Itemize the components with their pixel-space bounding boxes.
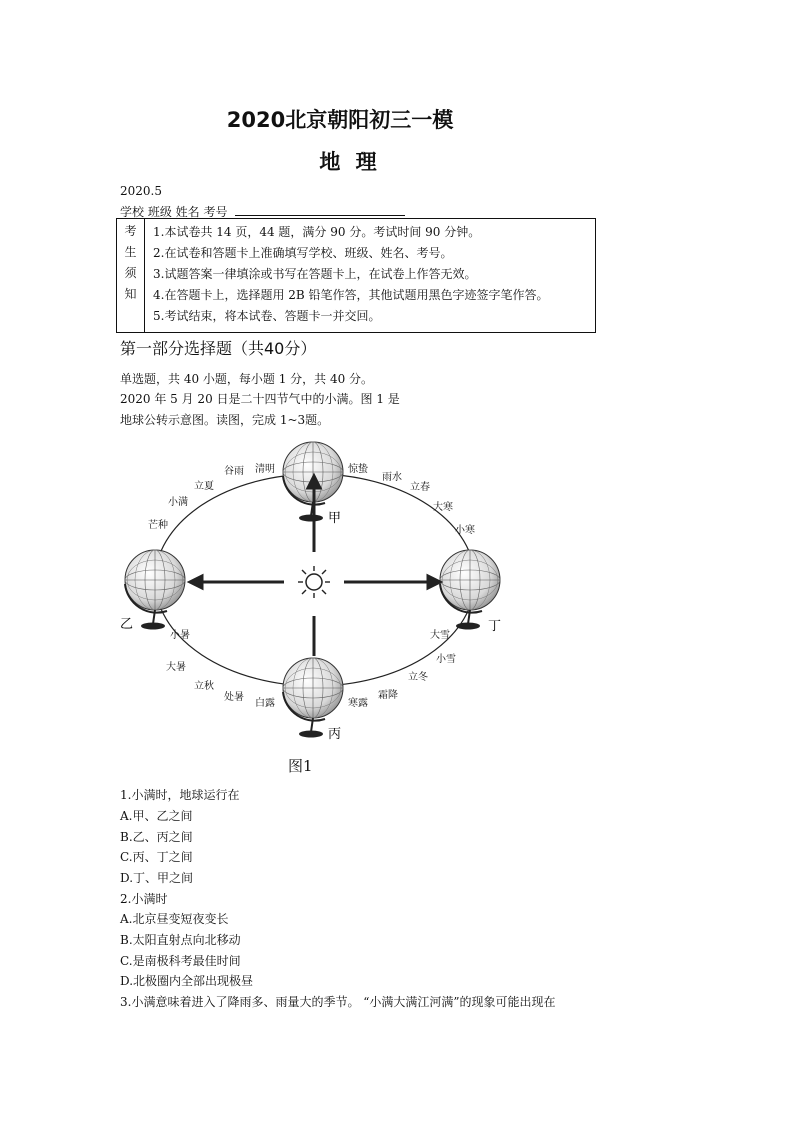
question-option: C.是南极科考最佳时间 (120, 954, 241, 968)
notice-side-char: 须 (124, 266, 137, 280)
term-label: 立夏 (194, 481, 214, 492)
term-label: 清明 (255, 464, 275, 475)
term-label: 大暑 (166, 662, 186, 673)
term-label: 小暑 (170, 630, 190, 641)
question-stem: 3.小满意味着进入了降雨多、雨量大的季节。 “小满大满江河满”的现象可能出现在 (120, 995, 556, 1009)
intro-line: 地球公转示意图。读图，完成 1~3题。 (120, 413, 330, 427)
term-label: 谷雨 (224, 466, 244, 477)
term-label: 小满 (168, 497, 188, 508)
question-stem: 1.小满时，地球运行在 (120, 788, 240, 802)
notice-item: 3.试题答案一律填涂或书写在答题卡上，在试卷上作答无效。 (153, 267, 477, 281)
notice-items (153, 222, 549, 327)
subject-title: 地 理 (319, 150, 381, 174)
figure-caption: 图1 (288, 757, 313, 775)
term-label: 立秋 (194, 681, 214, 692)
question-option: B.太阳直射点向北移动 (120, 933, 241, 947)
sun-icon (298, 566, 330, 598)
position-label-yi: 乙 (120, 617, 134, 632)
intro-line: 2020 年 5 月 20 日是二十四节气中的小满。图 1 是 (120, 392, 400, 406)
term-label: 霜降 (378, 690, 398, 701)
globe-bottom (283, 658, 343, 738)
term-label: 小寒 (455, 525, 475, 536)
notice-item: 4.在答题卡上，选择题用 2B 铅笔作答，其他试题用黑色字迹签字笔作答。 (153, 288, 549, 302)
position-label-jia: 甲 (328, 511, 342, 526)
question-option: A.甲、乙之间 (120, 809, 193, 823)
student-info-label: 学校 班级 姓名 考号 (120, 205, 228, 219)
question-option: B.乙、丙之间 (120, 830, 193, 844)
term-label: 雨水 (382, 472, 402, 483)
notice-side-char: 考 (124, 224, 137, 238)
globe-left (125, 550, 185, 630)
notice-side-char: 生 (124, 245, 137, 259)
exam-date: 2020.5 (120, 184, 162, 198)
question-option: C.丙、丁之间 (120, 850, 193, 864)
question-option: A.北京昼变短夜变长 (120, 912, 229, 926)
globe-right (440, 550, 500, 630)
section-title: 第一部分选择题（共40分） (120, 339, 317, 358)
term-label: 大雪 (430, 630, 450, 641)
term-label: 大寒 (433, 502, 453, 513)
fill-line (235, 205, 405, 216)
intro-line: 单选题，共 40 小题，每小题 1 分，共 40 分。 (120, 372, 374, 386)
notice-side (117, 219, 145, 332)
term-label: 立冬 (408, 672, 428, 683)
notice-item: 1.本试卷共 14 页，44 题，满分 90 分。考试时间 90 分钟。 (153, 225, 481, 239)
term-label: 白露 (255, 698, 275, 709)
notice-box (116, 218, 596, 333)
term-label: 芒种 (148, 520, 168, 531)
term-label: 小雪 (436, 654, 456, 665)
notice-side-char: 知 (124, 287, 137, 301)
term-label: 立春 (410, 482, 430, 493)
page-title: 2020北京朝阳初三一模 (226, 108, 454, 132)
question-stem: 2.小满时 (120, 892, 168, 906)
question-option: D.北极圈内全部出现极昼 (120, 974, 254, 988)
position-label-ding: 丁 (488, 619, 502, 634)
question-option: D.丁、甲之间 (120, 871, 194, 885)
position-label-bing: 丙 (328, 727, 342, 742)
term-label: 处暑 (224, 692, 244, 703)
term-label: 寒露 (348, 698, 368, 709)
notice-item: 5.考试结束，将本试卷、答题卡一并交回。 (153, 309, 381, 323)
notice-item: 2.在试卷和答题卡上准确填写学校、班级、姓名、考号。 (153, 246, 453, 260)
earth-revolution-figure (110, 430, 520, 780)
term-label: 惊蛰 (348, 464, 368, 475)
